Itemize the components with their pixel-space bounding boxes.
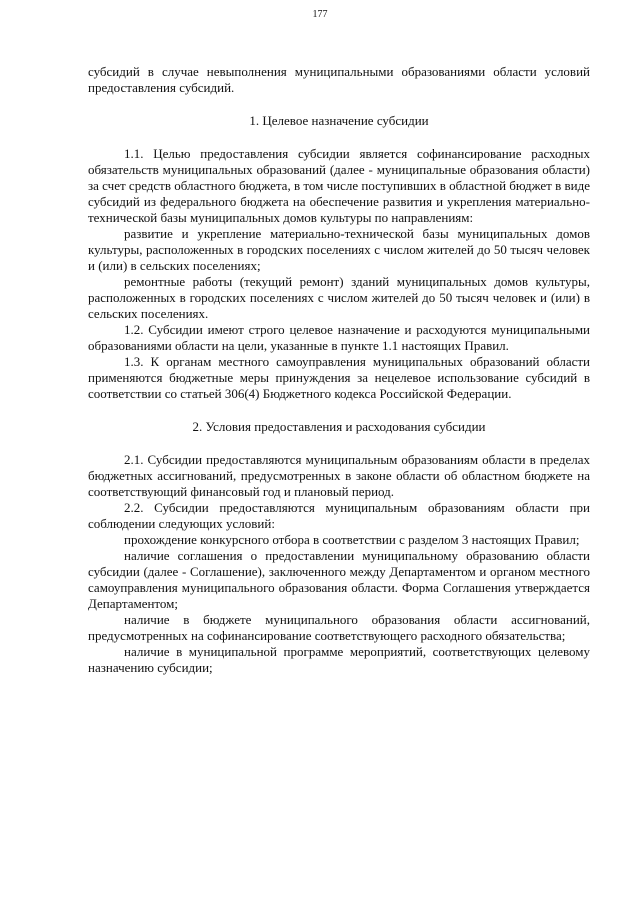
paragraph-direction-2: ремонтные работы (текущий ремонт) зданий муниципальных домов культуры, расположенных в городских поселениях с числом жителей до 50 тысяч человек и (или) в сельских поселениях. [88,274,590,321]
condition-3: наличие в бюджете муниципального образования области ассигнований, предусмотренных на софинансирование соответствующего расходного обязательства; [88,612,590,643]
page-number: 177 [312,9,328,20]
document-body [88,64,590,676]
paragraph-1-2: 1.2. Субсидии имеют строго целевое назначение и расходуются муниципальными образованиями области на цели, указанные в пункте 1.1 настоящих Правил. [88,322,590,353]
condition-2: наличие соглашения о предоставлении муниципальному образованию области субсидии (далее - Соглашение), заключенного между Департаментом и органом местного самоуправления муниципального образования области. Форма Соглашения утверждается Департаментом; [88,548,590,611]
paragraph-2-2: 2.2. Субсидии предоставляются муниципальным образованиям области при соблюдении следующих условий: [88,500,590,531]
paragraph-1-3: 1.3. К органам местного самоуправления муниципальных образований области применяются бюджетные меры принуждения за нецелевое использование субсидий в соответствии со статьей 306(4) Бюджетного кодекса Российской Федерации. [88,354,590,401]
paragraph-direction-1: развитие и укрепление материально-технической базы муниципальных домов культуры, расположенных в городских поселениях с числом жителей до 50 тысяч человек и (или) в сельских поселениях; [88,226,590,273]
section-heading-1: 1. Целевое назначение субсидии [249,113,429,128]
paragraph-2-1: 2.1. Субсидии предоставляются муниципальным образованиям области в пределах бюджетных ассигнований, предусмотренных в законе области об областном бюджете на соответствующий финансовый год и плановый период. [88,452,590,499]
paragraph-continuation: субсидий в случае невыполнения муниципальными образованиями области условий предоставления субсидий. [88,64,590,95]
condition-1: прохождение конкурсного отбора в соответствии с разделом 3 настоящих Правил; [124,532,580,547]
section-heading-2: 2. Условия предоставления и расходования субсидии [192,419,486,434]
paragraph-1-1: 1.1. Целью предоставления субсидии является софинансирование расходных обязательств муниципальных образований (далее - муниципальные образования области) за счет средств областного бюджета, в том числе поступивших в областной бюджет в виде субсидий из федерального бюджета на обеспечение развития и укрепления материально-технической базы муниципальных домов культуры по направлениям: [88,146,590,225]
condition-4: наличие в муниципальной программе мероприятий, соответствующих целевому назначению субсидии; [88,644,590,675]
